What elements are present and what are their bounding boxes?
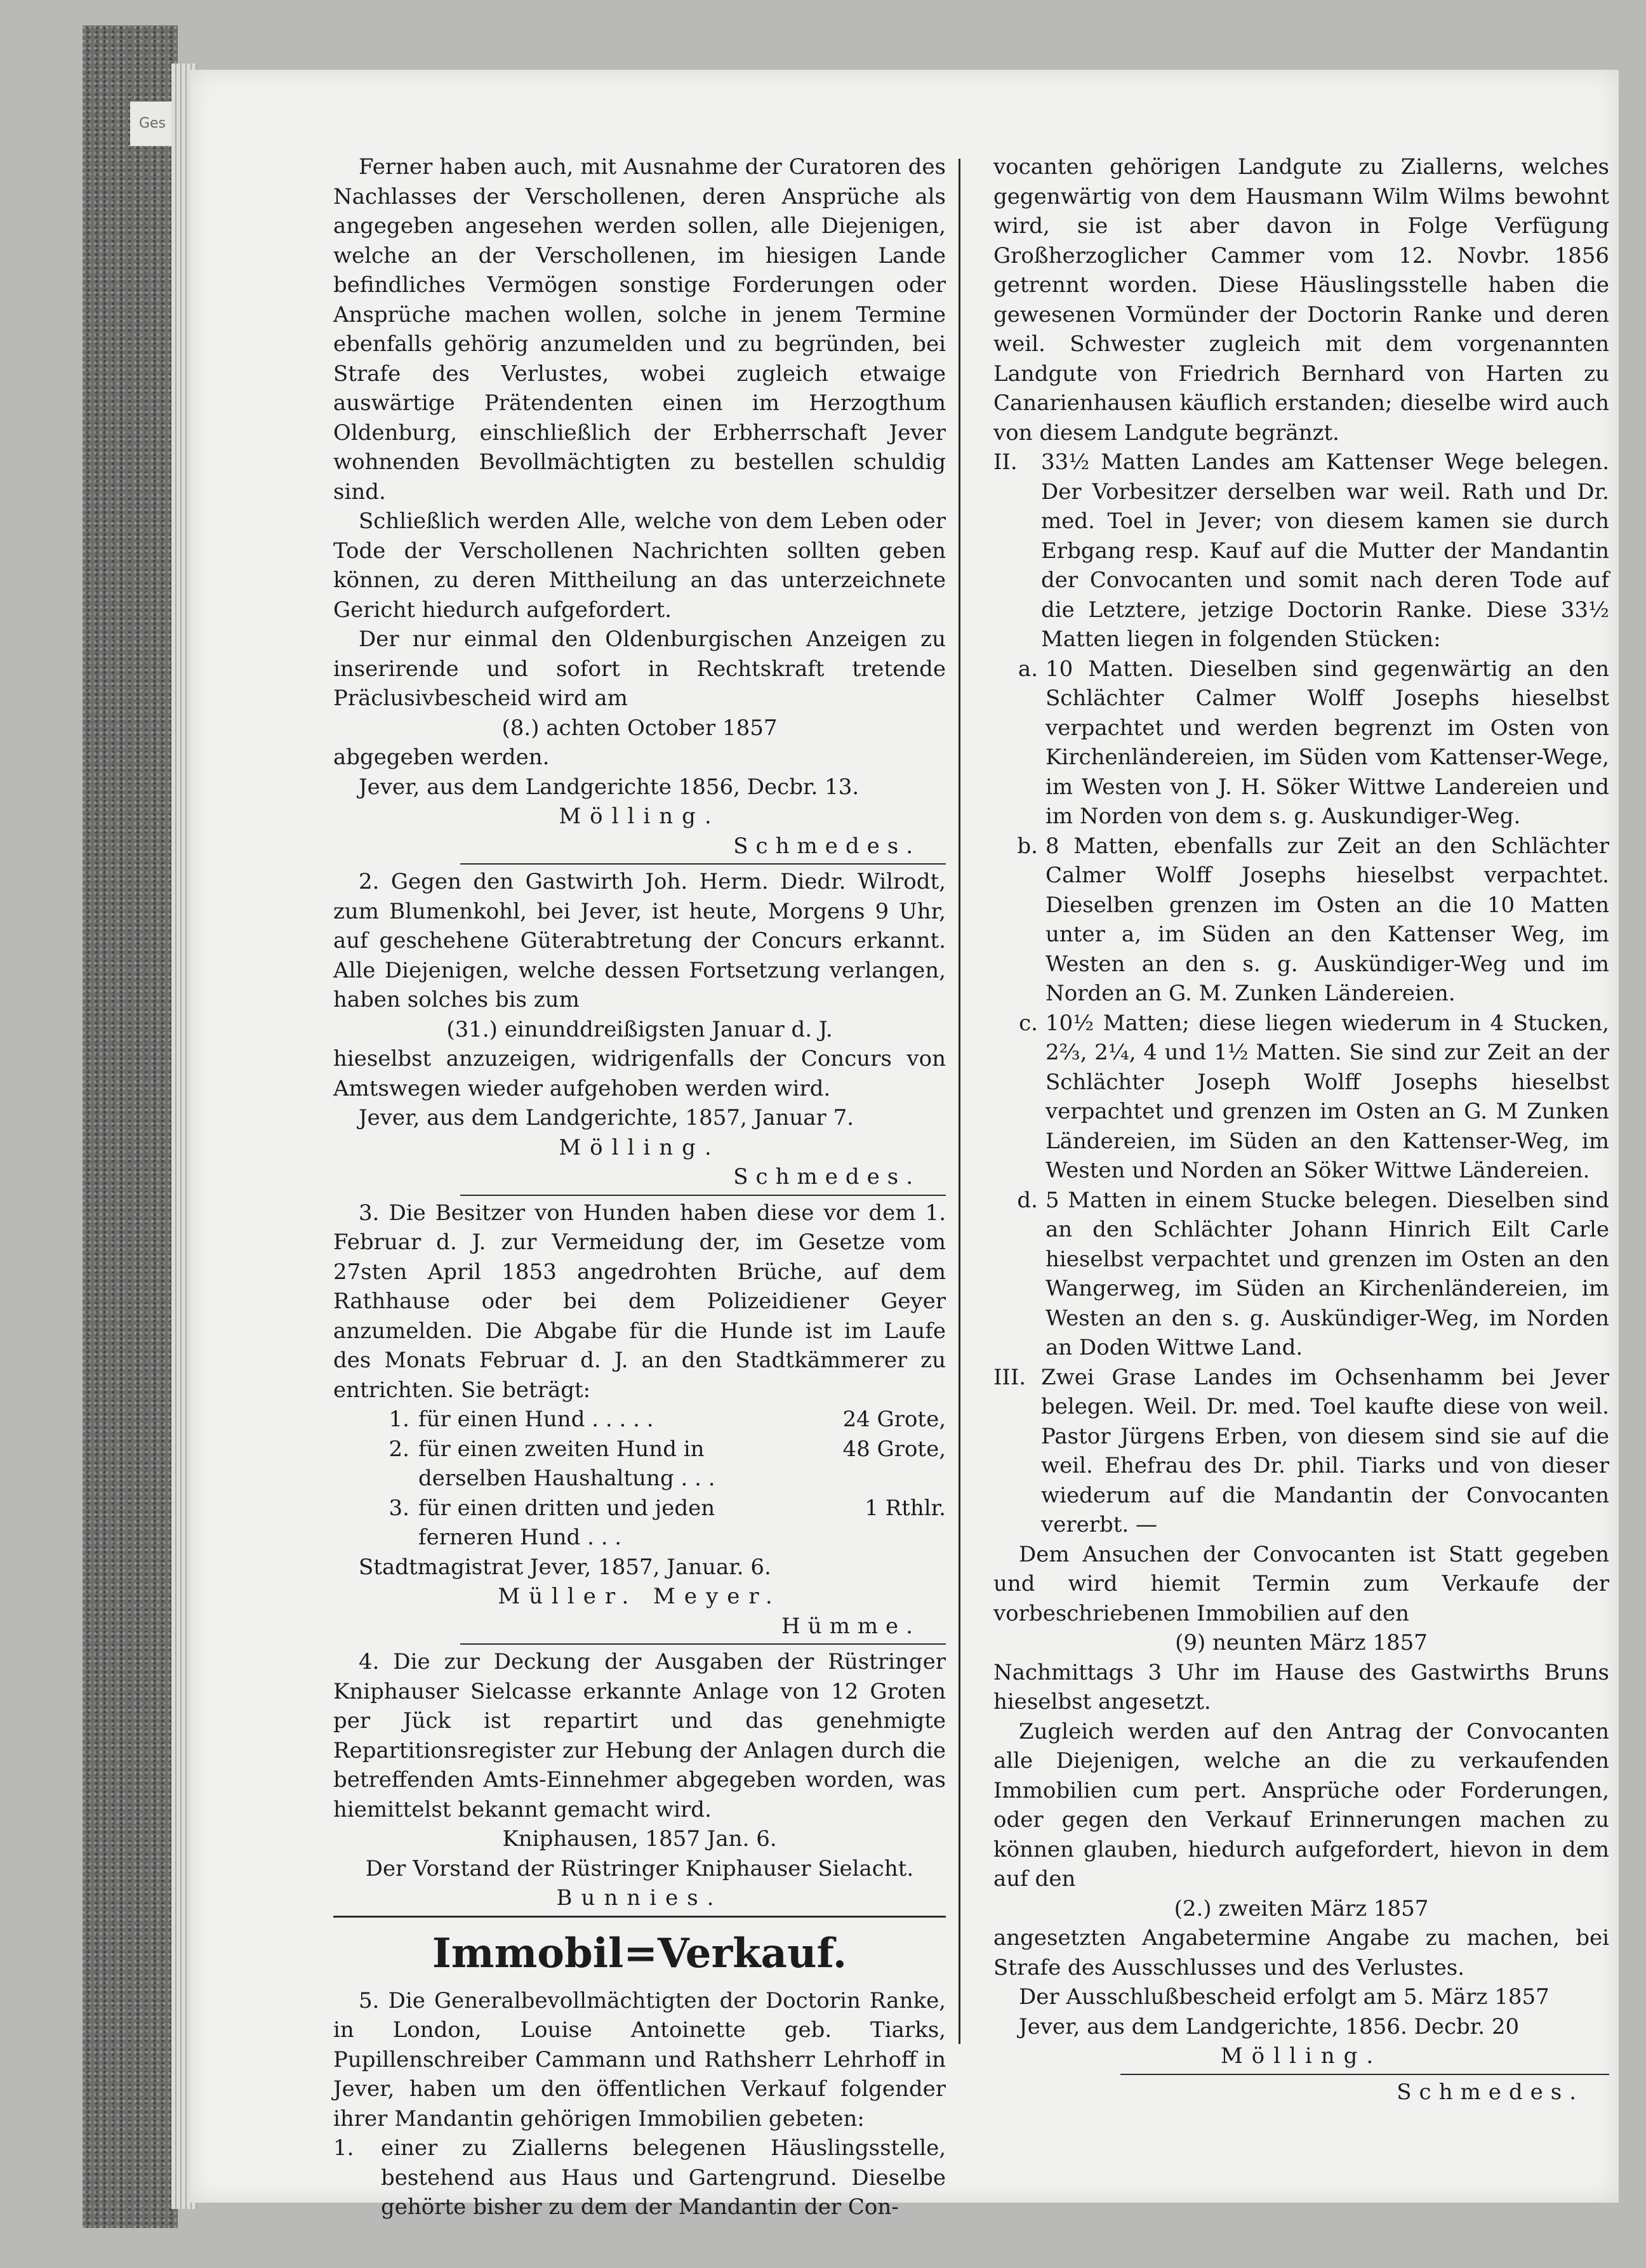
signature: Schmedes. xyxy=(1397,2079,1584,2105)
rule xyxy=(1120,2074,1609,2075)
book-binding xyxy=(83,25,178,2228)
list-item: III. Zwei Grase Landes im Ochsenhamm bei Jever belegen. Weil. Dr. med. Toel kaufte diese von weil. Pastor Jürgens Erben, von diesem sind sie auf die weil. Ehefrau des Dr. phil. Tiarks und von dieser wiederum auf die Mandantin der Convocanten vererbt. — xyxy=(993,1364,1609,1537)
date-line: (2.) zweiten März 1857 xyxy=(1174,1895,1429,1921)
left-column xyxy=(333,152,946,2222)
rule xyxy=(460,1195,946,1196)
signature: Mölling. xyxy=(559,1134,720,1160)
sub-item: d. 5 Matten in einem Stucke belegen. Dieselben sind an den Schlächter Johann Hinrich Eilt Carle hieselbst verpachtet und grenzen im Osten an den Wangerweg, im Süden an Kirchenländereien, im Westen an den s. g. Auskündiger-Weg, im Norden an Doden Wittwe Land. xyxy=(1017,1187,1609,1360)
paragraph: Der Ausschlußbescheid erfolgt am 5. März 1857 xyxy=(1019,1984,1550,2010)
paragraph: 3. Die Besitzer von Hunden haben diese vor dem 1. Februar d. J. zur Vermeidung der, im Gesetze vom 27sten April 1853 angedrohten Brüche, auf dem Rathhause oder bei dem Polizeidiener Geyer anzumelden. Die Abgabe für die Hunde ist im Laufe des Monats Februar d. J. an den Stadtkämmerer zu entrichten. Sie beträgt: xyxy=(333,1200,946,1403)
sub-item: b. 8 Matten, ebenfalls zur Zeit an den Schlächter Calmer Wolff Josephs hieselbst verpachtet. Dieselben grenzen im Osten an die 10 Matten unter a, im Süden an den Kattenser Weg, im Westen an den s. g. Auskündiger-Weg und im Norden an G. M. Zunken Ländereien. xyxy=(1017,833,1609,1006)
date-line: (9) neunten März 1857 xyxy=(1175,1630,1428,1655)
fee-item: 2. für einen zweiten Hund in derselben Haushaltung . . . 48 Grote, xyxy=(388,1436,946,1491)
place-date: Jever, aus dem Landgerichte, 1856. Decbr. 20 xyxy=(1019,2013,1520,2039)
place-date: Stadtmagistrat Jever, 1857, Januar. 6. xyxy=(359,1554,771,1580)
paragraph: 5. Die Generalbevollmächtigten der Doctorin Ranke, in London, Louise Antoinette geb. Tiarks, Pupillenschreiber Cammann und Rathsherr Lehrhoff in Jever, haben um den öffentlichen Verkauf folgender ihrer Mandantin gehörigen Immobilien gebeten: xyxy=(333,1987,946,2132)
place-date: Jever, aus dem Landgerichte 1856, Decbr. 13. xyxy=(359,774,860,800)
sub-item: a. 10 Matten. Dieselben sind gegenwärtig an den Schlächter Calmer Wolff Josephs hieselbst verpachtet und werden begrenzt im Osten von Kirchenländereien, im Süden vom Kattenser-Wege, im Westen von J. H. Söker Wittwe Landereien und im Norden von dem s. g. Auskundiger-Weg. xyxy=(1018,656,1609,829)
place-date: Kniphausen, 1857 Jan. 6. xyxy=(502,1826,777,1852)
signature: Müller. Meyer. xyxy=(498,1584,781,1609)
paragraph: Dem Ansuchen der Convocanten ist Statt gegeben und wird hiemit Termin zum Verkaufe der vorbeschriebenen Immobilien auf den xyxy=(993,1541,1609,1626)
paragraph: Zugleich werden auf den Antrag der Convocanten alle Diejenigen, welche an die zu verkaufenden Immobilien cum pert. Ansprüche oder Forderungen, oder gegen den Verkauf Erinnerungen machen zu können glauben, hiedurch aufgefordert, hievon in dem auf den xyxy=(993,1718,1609,1892)
newspaper-page xyxy=(190,70,1619,2220)
signature: Schmedes. xyxy=(733,833,920,859)
paragraph: vocanten gehörigen Landgute zu Ziallerns, welches gegenwärtig von dem Hausmann Wilm Wilms bewohnt wird, sie ist aber davon in Folge Verfügung Großherzoglicher Cammer vom 12. Novbr. 1856 getrennt worden. Diese Häuslingsstelle haben die gewesenen Vormünder der Doctorin Ranke und deren weil. Schwester zugleich mit dem vorgenannten Landgute von Friedrich Bernhard von Harten zu Canarienhausen käuflich erstanden; dieselbe wird auch von diesem Landgute begränzt. xyxy=(993,154,1609,446)
paragraph: Ferner haben auch, mit Ausnahme der Curatoren des Nachlasses der Verschollenen, deren Ansprüche als angegeben angesehen werden sollen, alle Diejenigen, welche an der Verschollenen, im hiesigen Lande befindliches Vermögen sonstige Forderungen oder Ansprüche machen wollen, solche in jenem Termine ebenfalls gehörig anzumelden und zu begründen, bei Strafe des Verlustes, wobei zugleich etwaige auswärtige Prätendenten einen im Herzogthum Oldenburg, einschließlich der Erbherrschaft Jever wohnenden Bevollmächtigten zu bestellen schuldig sind. xyxy=(333,154,946,505)
signature: Schmedes. xyxy=(733,1164,920,1190)
signature: Hümme. xyxy=(781,1613,920,1639)
column-divider xyxy=(959,159,960,2044)
list-item: 1. einer zu Ziallerns belegenen Häuslingsstelle, bestehend aus Haus und Gartengrund. Dieselbe gehörte bisher zu dem der Mandantin der Con- xyxy=(333,2135,946,2220)
signature: Mölling. xyxy=(559,804,720,829)
paragraph: 2. Gegen den Gastwirth Joh. Herm. Diedr. Wilrodt, zum Blumenkohl, bei Jever, ist heute, Morgens 9 Uhr, auf geschehene Güterabtretung der Concurs erkannt. Alle Diejenigen, welche dessen Fortsetzung verlangen, haben solches bis zum xyxy=(333,869,946,1012)
section-heading: Immobil=Verkauf. xyxy=(432,1929,847,1977)
signature: Mölling. xyxy=(1220,2043,1383,2069)
fee-item: 3. für einen dritten und jeden ferneren Hund . . . 1 Rthlr. xyxy=(388,1495,946,1550)
board-line: Der Vorstand der Rüstringer Kniphauser Sielacht. xyxy=(365,1855,914,1881)
rule xyxy=(333,1916,946,1918)
paragraph: Schließlich werden Alle, welche von dem Leben oder Tode der Verschollenen Nachrichten sollten geben können, zu deren Mittheilung an das unterzeichnete Gericht hiedurch aufgefordert. xyxy=(333,508,946,623)
list-item: II. 33½ Matten Landes am Kattenser Wege belegen. Der Vorbesitzer derselben war weil. Rath und Dr. med. Toel in Jever; von diesem kamen sie durch Erbgang resp. Kauf auf die Mutter der Mandantin der Convocanten und somit nach deren Tode auf die Letztere, jetzige Doctorin Ranke. Diese 33½ Matten liegen in folgenden Stücken: xyxy=(993,449,1609,652)
rule xyxy=(460,863,946,865)
right-column xyxy=(993,152,1609,2107)
paragraph: abgegeben werden. xyxy=(333,745,550,770)
paragraph: Der nur einmal den Oldenburgischen Anzeigen zu inserirende und sofort in Rechtskraft tretende Präclusivbescheid wird am xyxy=(333,627,946,711)
date-line: (8.) achten October 1857 xyxy=(501,715,778,741)
paragraph: angesetzten Angabetermine Angabe zu machen, bei Strafe des Ausschlusses und des Verlustes. xyxy=(993,1925,1609,1980)
rule xyxy=(460,1643,946,1645)
fee-item: 1. für einen Hund . . . . . 24 Grote, xyxy=(388,1407,946,1432)
spine-label: Ges xyxy=(130,102,175,146)
paragraph: hieselbst anzuzeigen, widrigenfalls der Concurs von Amtswegen wieder aufgehoben werden wird. xyxy=(333,1046,946,1101)
date-line: (31.) einunddreißigsten Januar d. J. xyxy=(446,1016,833,1042)
paragraph: 4. Die zur Deckung der Ausgaben der Rüstringer Kniphauser Sielcasse erkannte Anlage von 12 Groten per Jück ist repartirt und das genehmigte Repartitionsregister zur Hebung der Anlagen durch die betreffenden Amts-Einnehmer abgegeben worden, was hiemittelst bekannt gemacht wird. xyxy=(333,1649,946,1822)
place-date: Jever, aus dem Landgerichte, 1857, Januar 7. xyxy=(359,1105,854,1131)
sub-item: c. 10½ Matten; diese liegen wiederum in 4 Stucken, 2⅔, 2¼, 4 und 1½ Matten. Sie sind zur Zeit an der Schlächter Joseph Wolff Josephs hieselbst verpachtet und grenzen im Osten an G. M Zunken Ländereien, im Süden an den Kattenser-Weg, im Westen und Norden an Söker Wittwe Ländereien. xyxy=(1019,1010,1609,1183)
signature: Bunnies. xyxy=(556,1885,723,1911)
paragraph: Nachmittags 3 Uhr im Hause des Gastwirths Bruns hieselbst angesetzt. xyxy=(993,1659,1609,1714)
